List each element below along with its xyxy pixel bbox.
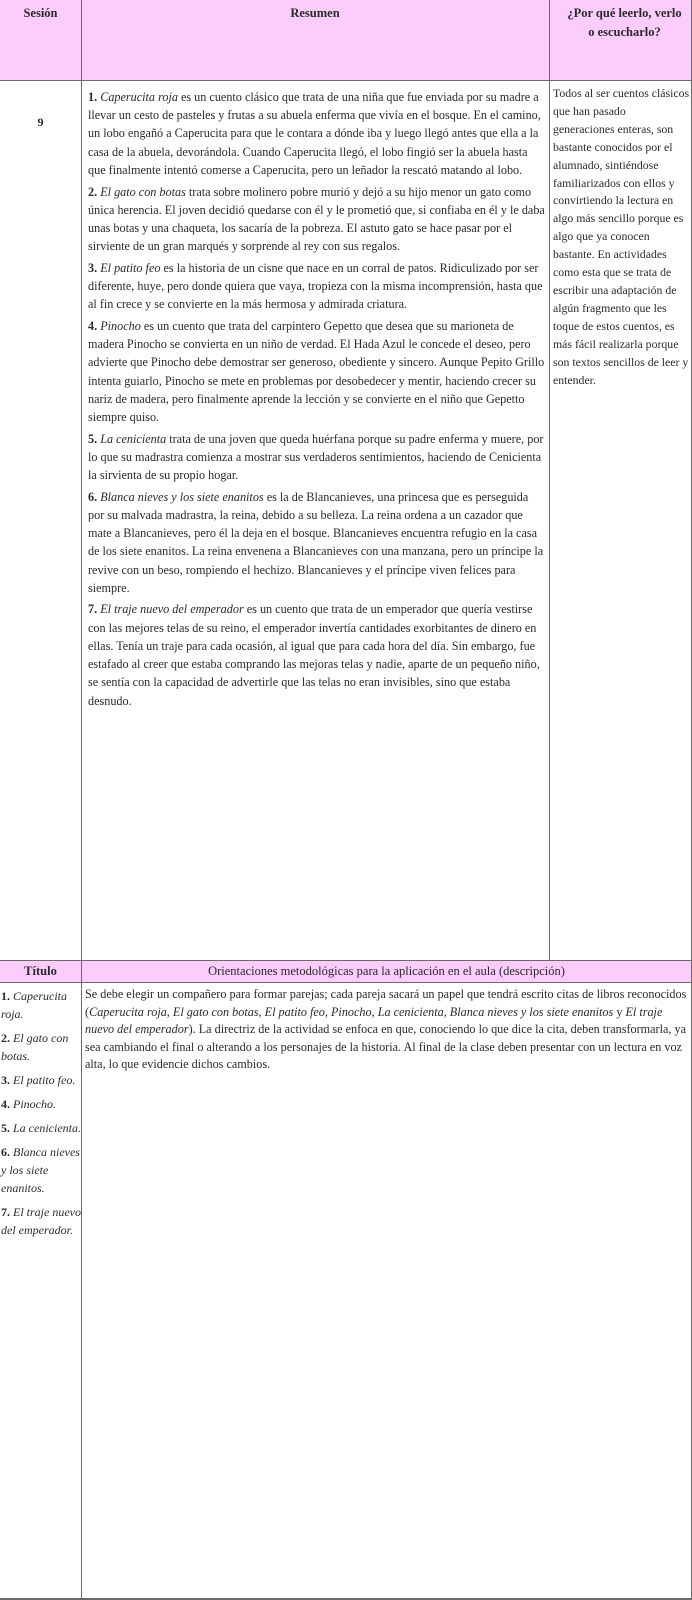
title-number: 7. <box>1 1205 10 1219</box>
title-number: 4. <box>1 1097 10 1111</box>
header-title-label: Título <box>24 964 57 978</box>
summary-paragraph <box>88 600 545 709</box>
summary-paragraph <box>88 430 545 485</box>
summary-number: 4. <box>88 318 98 333</box>
header-summary <box>81 0 549 80</box>
summary-paragraph <box>88 317 545 426</box>
story-title: La cenicienta <box>100 431 167 446</box>
orientation-cell <box>81 982 692 1600</box>
header-session-label: Sesión <box>23 6 58 20</box>
session-number <box>0 80 81 960</box>
title-name: El gato con botas. <box>1 1031 69 1063</box>
summary-text: es un cuento que trata del carpintero Gepetto que desea que su marioneta de madera Pinocho se convierta en un niño de verdad. El Hada Azul le concede el deseo, pero advierte que Pinocho debe demostrar ser generoso, obediente y sincero. Aunque Pepito Grillo intenta guiarlo, Pinocho se mete en problemas por desobedecer y mentir, haciendo crecer su nariz de madera, pero finalmente aprende la lección y se convierte en el niño que Gepetto siempre quiso. <box>88 318 545 424</box>
header-summary-label: Resumen <box>290 6 340 20</box>
story-title: El traje nuevo del emperador <box>100 602 244 617</box>
header-why-label: ¿Por qué leerlo, verlo o escucharlo? <box>567 6 682 39</box>
summary-text: es la de Blancanieves, una princesa que es perseguida por su malvada madrastra, la reina, debido a su belleza. La reina ordena a un cazador que mate a Blancanieves, pero él la deja en el bosque. Blancanieves encuentra refugio en la casa de los siete enanitos. La reina envenena a Blancanieves con una manzana, pero un príncipe la revive con un beso, rompiendo el hechizo. Blancanieves y el príncipe viven felices para siempre. <box>88 489 544 595</box>
summary-paragraph <box>88 88 545 179</box>
why-text: Todos al ser cuentos clásicos que han pasado generaciones enteras, son bastante conocidos por el alumnado, sintiéndose familiarizados con ellos y convirtiendo la lectura en algo más sencillo porque es algo que ya conocen bastante. En actividades como esta que se trata de escribir una adaptación de algún fragmento que les toque de estos cuentos, es más fácil realizarla porque son textos sencillos de leer y entender. <box>553 86 690 387</box>
summary-text: trata de una joven que queda huérfana porque su padre enferma y muere, por lo que su madrastra comienza a mostrar sus verdaderos sentimientos, haciendo de Cenicienta la sirvienta de su propio hogar. <box>88 431 544 483</box>
session-number-value: 9 <box>37 115 44 129</box>
grid-line <box>81 0 82 1600</box>
title-name: Blanca nieves y los siete enanitos. <box>1 1145 80 1195</box>
title-item <box>1 1119 81 1137</box>
summary-text: es la historia de un cisne que nace en un corral de patos. Ridiculizado por ser diferente, huye, pero donde quiera que vaya, tropieza con la misma incomprensión, hasta que al fin crece y se convierte en la más hermosa y admirada criatura. <box>88 260 543 312</box>
title-item <box>1 1143 81 1197</box>
header-orientation-label: Orientaciones metodológicas para la aplicación en el aula (descripción) <box>208 964 565 978</box>
story-title: Blanca nieves y los siete enanitos <box>100 489 264 504</box>
title-name: El patito feo. <box>13 1073 76 1087</box>
title-number: 6. <box>1 1145 10 1159</box>
summary-number: 3. <box>88 260 98 275</box>
story-title: Pinocho <box>100 318 141 333</box>
title-item <box>1 1029 81 1065</box>
summary-number: 5. <box>88 431 98 446</box>
titles-cell <box>0 982 81 1600</box>
title-number: 5. <box>1 1121 10 1135</box>
summary-text: es un cuento clásico que trata de una niña que fue enviada por su madre a llevar un cesto de pasteles y frutas a su abuela enferma que vivía en el bosque. En el camino, un lobo engañó a Caperucita para que le contara a dónde iba y luego llegó antes que ella a la casa de la abuela, devorándola. Cuando Caperucita llegó, el lobo fingió ser la abuela hasta que finalmente intentó comerse a Caperucita, pero un leñador la rescató matando al lobo. <box>88 90 541 177</box>
header-why <box>549 0 692 80</box>
summary-number: 7. <box>88 602 98 617</box>
summary-text: es un cuento que trata de un emperador que quería vestirse con las mejores telas de su reino, el emperador invertía cantidades exorbitantes de dinero en ellas. Tenía un traje para cada ocasión, al igual que para cada hora del día. Sin embargo, fue estafado al creer que estaba comprando las mejoras telas y nadie, aparte de un pequeño niño, se sentía con la capacidad de advertirle que las telas no eran invisibles, sino que estaba desnudo. <box>88 602 540 708</box>
summary-cell <box>81 80 549 960</box>
header-orientation <box>81 960 692 982</box>
summary-number: 6. <box>88 489 98 504</box>
grid-line <box>0 982 692 983</box>
cited-titles: Caperucita roja, El gato con botas, El patito feo, Pinocho, La cenicienta, Blanca nieves y los siete enanitos <box>89 1004 614 1019</box>
summary-paragraph <box>88 183 545 256</box>
title-name: Caperucita roja. <box>1 989 67 1021</box>
cited-titles: El traje nuevo del emperador <box>85 1004 663 1037</box>
title-item <box>1 987 81 1023</box>
orientation-text: y <box>613 1004 626 1019</box>
header-session <box>0 0 81 80</box>
title-item <box>1 1071 81 1089</box>
title-name: El traje nuevo del emperador. <box>1 1205 81 1237</box>
title-number: 1. <box>1 989 10 1003</box>
grid-line <box>549 0 550 960</box>
title-number: 2. <box>1 1031 10 1045</box>
orientation-text: ). La directriz de la actividad se enfoca en que, conociendo lo que dice la cita, deben transformarla, ya sea cambiando el final o alterando a los personajes de la historia. Al final de la clase deben presentar con un lectura en voz alta, lo que evidencie dichos cambios. <box>85 1022 686 1072</box>
header-title <box>0 960 81 982</box>
orientation-text: Se debe elegir un compañero para formar parejas; cada pareja sacará un papel que tendrá escrito citas de libros reconocidos ( <box>85 987 687 1019</box>
title-item <box>1 1095 81 1113</box>
title-number: 3. <box>1 1073 10 1087</box>
story-title: Caperucita roja <box>100 90 178 104</box>
summary-paragraph <box>88 259 545 314</box>
summary-number: 2. <box>88 184 98 199</box>
title-item <box>1 1203 81 1239</box>
why-cell <box>549 80 692 960</box>
grid-line <box>0 960 692 961</box>
summary-number: 1. <box>88 90 98 104</box>
grid-line <box>0 80 692 81</box>
summary-paragraph <box>88 488 545 597</box>
summary-text: trata sobre molinero pobre murió y dejó a su hijo menor un gato como única herencia. El joven decidió quedarse con él y le prometió que, si confiaba en él y le daba unas botas y una chaqueta, los sacaría de la pobreza. El astuto gato se hace pasar por el sirviente de un gran marqués y sorprende al rey con sus regalos. <box>88 184 545 254</box>
title-name: Pinocho. <box>13 1097 56 1111</box>
story-title: El patito feo <box>100 260 161 275</box>
title-name: La cenicienta. <box>13 1121 81 1135</box>
story-title: El gato con botas <box>100 184 186 199</box>
